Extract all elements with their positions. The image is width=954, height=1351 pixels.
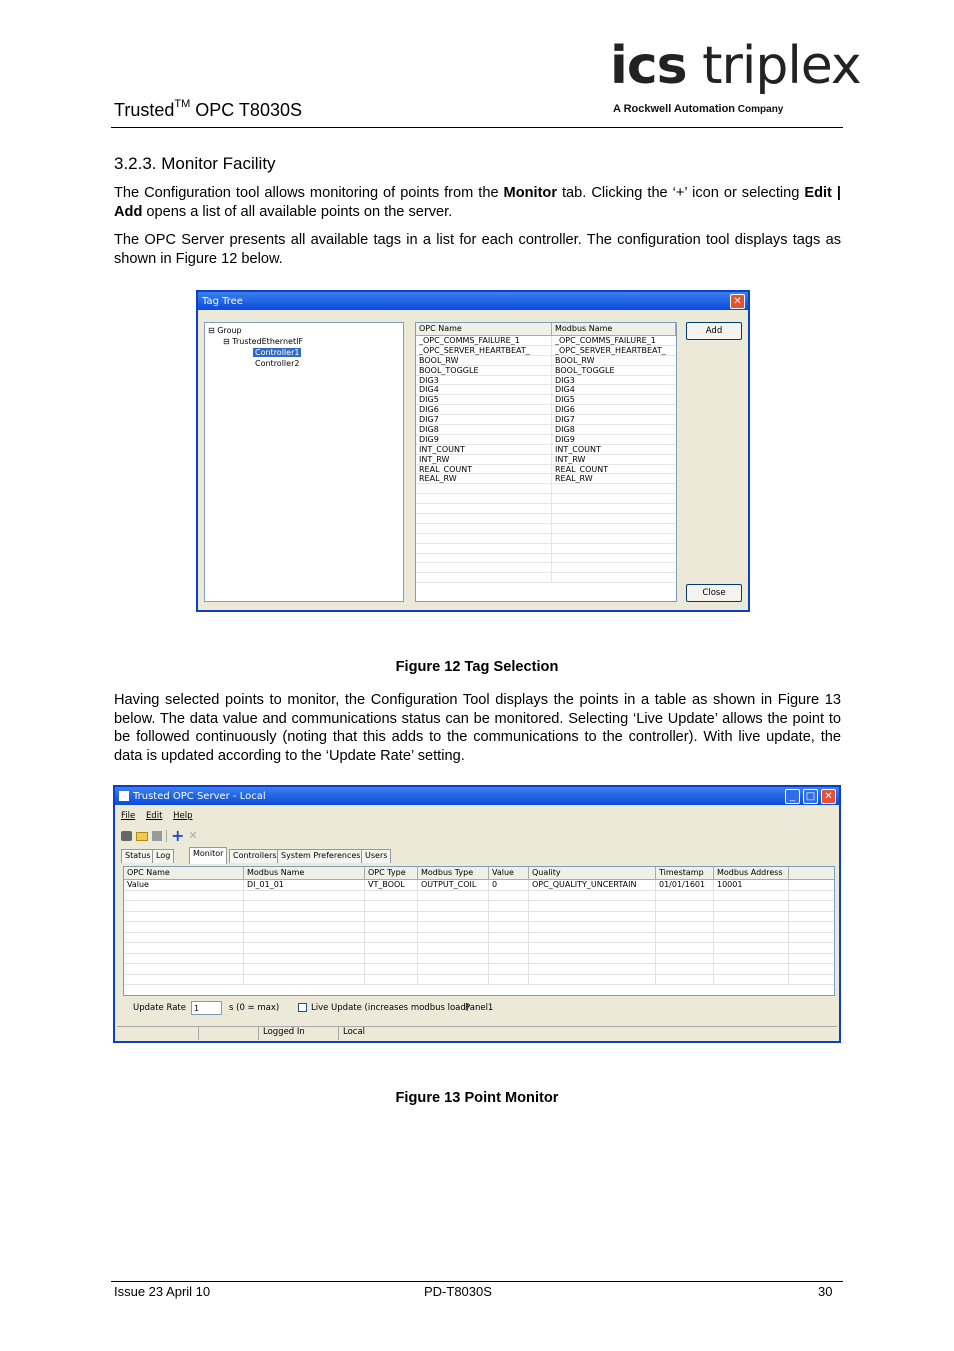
logo-tagline: A Rockwell Automation Company bbox=[613, 103, 784, 115]
empty-cell bbox=[656, 943, 714, 953]
empty-cell bbox=[124, 912, 244, 922]
footer-issue: Issue 23 April 10 bbox=[114, 1284, 211, 1299]
status-bar bbox=[117, 1026, 837, 1040]
panel-label: Panel1 bbox=[465, 1003, 494, 1013]
cell-opc-name: INT_COUNT bbox=[416, 445, 552, 454]
empty-cell bbox=[714, 891, 789, 901]
table-row[interactable] bbox=[416, 366, 676, 376]
cell-modbus-name: DIG5 bbox=[555, 395, 575, 405]
update-rate-hint: s (0 = max) bbox=[229, 1003, 280, 1013]
empty-cell bbox=[529, 912, 656, 922]
empty-cell bbox=[124, 975, 244, 985]
empty-cell bbox=[656, 912, 714, 922]
empty-cell bbox=[529, 954, 656, 964]
tree-node-group[interactable]: ⊟ Group bbox=[208, 326, 242, 335]
cell-opc-name: DIG5 bbox=[416, 395, 552, 404]
col-modbus-name[interactable]: Modbus Name bbox=[244, 867, 365, 879]
empty-cell bbox=[244, 933, 365, 943]
empty-cell bbox=[418, 933, 489, 943]
empty-cell bbox=[244, 912, 365, 922]
table-row[interactable] bbox=[416, 405, 676, 415]
col-value[interactable]: Value bbox=[489, 867, 529, 879]
status-pane-1 bbox=[117, 1027, 199, 1040]
status-local: Local bbox=[343, 1027, 366, 1037]
cell-opc-name: DIG4 bbox=[416, 385, 552, 394]
empty-cell bbox=[714, 912, 789, 922]
stop-icon[interactable] bbox=[152, 831, 162, 841]
cell-opc-name: DIG9 bbox=[416, 435, 552, 444]
empty-cell bbox=[365, 954, 418, 964]
empty-cell bbox=[418, 891, 489, 901]
tab-log[interactable]: Log bbox=[152, 849, 174, 863]
monitor-grid-header bbox=[124, 867, 834, 880]
empty-cell bbox=[124, 922, 244, 932]
cell-modbus-name: DIG3 bbox=[555, 375, 575, 385]
empty-cell bbox=[656, 901, 714, 911]
empty-row bbox=[416, 563, 676, 573]
empty-row bbox=[416, 484, 676, 494]
tab-users[interactable]: Users bbox=[361, 849, 391, 863]
paragraph-3: Having selected points to monitor, the Configuration Tool displays the points in a table as shown in Figure 13 below. The data value and communications status can be monitored. Selecting ‘Live Update’ allows the point to be followed continuously (noting that this adds to the communications to the controller). With live update, the data is updated according to the ‘Update Rate’ setting. bbox=[114, 692, 841, 764]
document-title: Trusted™ OPC T8030S bbox=[114, 98, 302, 120]
empty-cell bbox=[656, 975, 714, 985]
cell-timestamp: 01/01/1601 bbox=[656, 880, 714, 890]
empty-cell bbox=[416, 554, 552, 563]
empty-cell bbox=[365, 891, 418, 901]
empty-cell bbox=[418, 975, 489, 985]
figure-13-caption: Figure 13 Point Monitor bbox=[395, 1090, 559, 1106]
footer-rule bbox=[111, 1281, 843, 1282]
empty-cell bbox=[529, 964, 656, 974]
empty-row bbox=[416, 494, 676, 504]
empty-cell bbox=[124, 901, 244, 911]
empty-row bbox=[124, 975, 834, 986]
empty-cell bbox=[416, 524, 552, 533]
cell-opc-name: Value bbox=[124, 880, 244, 890]
empty-cell bbox=[489, 933, 529, 943]
header-rule bbox=[111, 127, 843, 128]
empty-cell bbox=[365, 912, 418, 922]
empty-cell bbox=[656, 922, 714, 932]
empty-cell bbox=[244, 943, 365, 953]
cell-modbus-name: INT_RW bbox=[555, 454, 586, 464]
close-button[interactable]: Close bbox=[686, 584, 742, 602]
col-modbus-type[interactable]: Modbus Type bbox=[418, 867, 489, 879]
empty-cell bbox=[418, 901, 489, 911]
empty-cell bbox=[529, 922, 656, 932]
tag-tree-panel[interactable] bbox=[204, 322, 404, 602]
empty-cell bbox=[124, 943, 244, 953]
empty-cell bbox=[489, 891, 529, 901]
cell-modbus-name: DIG4 bbox=[555, 385, 575, 395]
empty-row bbox=[124, 891, 834, 902]
tag-list-rows bbox=[416, 336, 676, 583]
menu-file[interactable]: File bbox=[121, 811, 136, 821]
empty-cell bbox=[656, 891, 714, 901]
menu-edit[interactable]: Edit bbox=[145, 811, 163, 821]
table-row[interactable] bbox=[416, 435, 676, 445]
cell-modbus-name: BOOL_TOGGLE bbox=[555, 365, 615, 375]
app-icon bbox=[119, 791, 129, 801]
cell-opc-name: _OPC_COMMS_FAILURE_1 bbox=[416, 336, 552, 345]
empty-cell bbox=[489, 901, 529, 911]
section-heading: 3.2.3. Monitor Facility bbox=[114, 154, 276, 173]
empty-row bbox=[416, 554, 676, 564]
menu-bar bbox=[121, 811, 201, 821]
empty-cell bbox=[418, 943, 489, 953]
empty-cell bbox=[489, 922, 529, 932]
footer-page-number: 30 bbox=[818, 1284, 833, 1299]
cell-opc-name: BOOL_TOGGLE bbox=[416, 366, 552, 375]
cell-opc-name: DIG6 bbox=[416, 405, 552, 414]
empty-cell bbox=[365, 933, 418, 943]
cell-modbus-name: DIG9 bbox=[555, 434, 575, 444]
empty-cell bbox=[124, 954, 244, 964]
empty-row bbox=[124, 912, 834, 923]
empty-cell bbox=[714, 901, 789, 911]
tag-tree-window bbox=[196, 290, 750, 612]
empty-cell bbox=[416, 534, 552, 543]
table-row[interactable] bbox=[416, 465, 676, 475]
table-row[interactable] bbox=[416, 395, 676, 405]
empty-row bbox=[124, 922, 834, 933]
cell-value: 0 bbox=[489, 880, 529, 890]
col-modbus-name[interactable]: Modbus Name bbox=[552, 323, 676, 335]
live-update-label: Live Update (increases modbus load) bbox=[311, 1003, 470, 1013]
toolbar-separator bbox=[166, 830, 167, 842]
empty-row bbox=[124, 933, 834, 944]
cell-opc-name: INT_RW bbox=[416, 455, 552, 464]
empty-cell bbox=[529, 975, 656, 985]
table-row[interactable] bbox=[124, 880, 834, 891]
cell-quality: OPC_QUALITY_UNCERTAIN bbox=[529, 880, 656, 890]
empty-cell bbox=[418, 922, 489, 932]
table-row[interactable] bbox=[416, 376, 676, 386]
empty-cell bbox=[529, 933, 656, 943]
update-rate-label: Update Rate bbox=[133, 1003, 186, 1013]
empty-cell bbox=[529, 901, 656, 911]
cell-modbus-name: DIG6 bbox=[555, 405, 575, 415]
empty-cell bbox=[529, 943, 656, 953]
tab-controllers[interactable]: Controllers bbox=[229, 849, 281, 863]
table-row[interactable] bbox=[416, 385, 676, 395]
table-row[interactable] bbox=[416, 415, 676, 425]
empty-row bbox=[124, 964, 834, 975]
cell-modbus-name: _OPC_SERVER_HEARTBEAT_ bbox=[555, 345, 666, 355]
empty-cell bbox=[489, 912, 529, 922]
empty-cell bbox=[365, 922, 418, 932]
cell-modbus-name: DI_01_01 bbox=[244, 880, 365, 890]
table-row[interactable] bbox=[416, 425, 676, 435]
monitor-grid[interactable] bbox=[123, 866, 835, 996]
empty-cell bbox=[244, 954, 365, 964]
cell-opc-name: REAL_COUNT bbox=[416, 465, 552, 474]
cell-modbus-address: 10001 bbox=[714, 880, 789, 890]
col-quality[interactable]: Quality bbox=[529, 867, 656, 879]
status-logged-in: Logged In bbox=[259, 1027, 339, 1040]
remove-point-icon[interactable]: ✕ bbox=[188, 829, 198, 842]
cell-modbus-name: _OPC_COMMS_FAILURE_1 bbox=[555, 336, 656, 345]
table-row[interactable] bbox=[416, 445, 676, 455]
cell-modbus-name: DIG8 bbox=[555, 425, 575, 434]
empty-row bbox=[124, 901, 834, 912]
cell-modbus-type: OUTPUT_COIL bbox=[418, 880, 489, 890]
empty-cell bbox=[714, 933, 789, 943]
tag-tree-titlebar: Tag Tree bbox=[198, 292, 748, 310]
col-modbus-address[interactable]: Modbus Address bbox=[714, 867, 789, 879]
empty-cell bbox=[418, 954, 489, 964]
col-opc-name[interactable]: OPC Name bbox=[416, 323, 552, 335]
col-opc-type[interactable]: OPC Type bbox=[365, 867, 418, 879]
empty-row bbox=[124, 943, 834, 954]
tree-node-trusted-ethernet[interactable]: ⊟ TrustedEthernetIF bbox=[223, 337, 304, 346]
opc-server-titlebar: Trusted OPC Server - Local bbox=[115, 787, 839, 805]
empty-cell bbox=[489, 975, 529, 985]
empty-row bbox=[416, 534, 676, 544]
empty-cell bbox=[489, 954, 529, 964]
cell-opc-name: REAL_RW bbox=[416, 474, 552, 483]
tree-node-controller2[interactable]: Controller2 bbox=[255, 359, 300, 368]
close-icon[interactable]: ✕ bbox=[821, 789, 836, 804]
tab-system-preferences[interactable]: System Preferences bbox=[277, 849, 364, 863]
empty-cell bbox=[489, 943, 529, 953]
tree-node-controller1[interactable]: Controller1 bbox=[255, 348, 300, 357]
empty-row bbox=[124, 954, 834, 965]
empty-cell bbox=[656, 933, 714, 943]
opc-server-window bbox=[113, 785, 841, 1043]
empty-row bbox=[416, 504, 676, 514]
empty-cell bbox=[244, 922, 365, 932]
cell-opc-name: BOOL_RW bbox=[416, 356, 552, 365]
footer-doc-id: PD-T8030S bbox=[424, 1284, 492, 1299]
empty-cell bbox=[124, 964, 244, 974]
cell-modbus-name: BOOL_RW bbox=[555, 355, 595, 365]
empty-cell bbox=[529, 891, 656, 901]
col-timestamp[interactable]: Timestamp bbox=[656, 867, 714, 879]
tag-list-grid[interactable] bbox=[415, 322, 677, 602]
empty-cell bbox=[365, 901, 418, 911]
cell-opc-type: VT_BOOL bbox=[365, 880, 418, 890]
empty-cell bbox=[244, 964, 365, 974]
empty-cell bbox=[244, 901, 365, 911]
empty-cell bbox=[714, 922, 789, 932]
empty-row bbox=[416, 524, 676, 534]
empty-cell bbox=[124, 891, 244, 901]
empty-cell bbox=[365, 975, 418, 985]
empty-cell bbox=[244, 891, 365, 901]
table-row[interactable] bbox=[416, 474, 676, 484]
add-point-icon[interactable]: + bbox=[171, 826, 185, 845]
empty-cell bbox=[416, 544, 552, 553]
col-opc-name[interactable]: OPC Name bbox=[124, 867, 244, 879]
minimize-icon[interactable]: _ bbox=[785, 789, 800, 804]
empty-cell bbox=[365, 964, 418, 974]
empty-cell bbox=[416, 563, 552, 572]
close-icon[interactable]: ✕ bbox=[730, 294, 745, 309]
empty-cell bbox=[244, 975, 365, 985]
paragraph-2: The OPC Server presents all available tags in a list for each controller. The configuration tool displays tags as shown in Figure 12 below. bbox=[114, 232, 841, 267]
table-row[interactable] bbox=[416, 356, 676, 366]
empty-cell bbox=[489, 964, 529, 974]
empty-row bbox=[416, 514, 676, 524]
tab-monitor[interactable]: Monitor bbox=[189, 847, 227, 864]
cell-modbus-name: REAL_COUNT bbox=[555, 464, 609, 474]
empty-cell bbox=[714, 975, 789, 985]
empty-cell bbox=[418, 964, 489, 974]
cell-opc-name: DIG8 bbox=[416, 425, 552, 434]
empty-row bbox=[416, 544, 676, 554]
update-rate-input[interactable] bbox=[191, 1001, 222, 1015]
cell-opc-name: DIG7 bbox=[416, 415, 552, 424]
tab-strip bbox=[121, 849, 421, 865]
ics-triplex-logo: ics triplex bbox=[610, 36, 861, 96]
table-row[interactable] bbox=[416, 346, 676, 356]
empty-cell bbox=[714, 964, 789, 974]
empty-row bbox=[416, 573, 676, 583]
cell-opc-name: DIG3 bbox=[416, 376, 552, 385]
empty-cell bbox=[124, 933, 244, 943]
tab-status[interactable]: Status bbox=[121, 849, 155, 863]
menu-help[interactable]: Help bbox=[173, 811, 193, 821]
empty-cell bbox=[714, 954, 789, 964]
folder-open-icon[interactable] bbox=[136, 832, 148, 841]
empty-cell bbox=[416, 504, 552, 513]
cell-modbus-name: REAL_RW bbox=[555, 474, 593, 484]
table-row[interactable] bbox=[416, 336, 676, 346]
empty-cell bbox=[416, 484, 552, 493]
empty-cell bbox=[416, 514, 552, 523]
add-button[interactable]: Add bbox=[686, 322, 742, 340]
monitor-empty-rows bbox=[124, 891, 834, 986]
empty-cell bbox=[656, 964, 714, 974]
tag-list-header bbox=[416, 323, 676, 336]
cell-modbus-name: DIG7 bbox=[555, 415, 575, 425]
figure-12-caption: Figure 12 Tag Selection bbox=[395, 659, 559, 675]
cell-opc-name: _OPC_SERVER_HEARTBEAT_ bbox=[416, 346, 552, 355]
empty-cell bbox=[714, 943, 789, 953]
empty-cell bbox=[656, 954, 714, 964]
paragraph-1: The Configuration tool allows monitoring of points from the Monitor tab. Clicking the ‘+’ icon or selecting Edit | Add opens a list of all available points on the server. bbox=[114, 185, 841, 220]
empty-cell bbox=[416, 573, 552, 582]
print-icon[interactable] bbox=[121, 831, 132, 841]
live-update-checkbox[interactable] bbox=[298, 1003, 307, 1012]
toolbar bbox=[121, 826, 198, 845]
empty-cell bbox=[416, 494, 552, 503]
empty-cell bbox=[365, 943, 418, 953]
empty-cell bbox=[418, 912, 489, 922]
status-pane-2 bbox=[199, 1027, 259, 1040]
maximize-icon[interactable]: □ bbox=[803, 789, 818, 804]
table-row[interactable] bbox=[416, 455, 676, 465]
cell-modbus-name: INT_COUNT bbox=[555, 444, 601, 454]
